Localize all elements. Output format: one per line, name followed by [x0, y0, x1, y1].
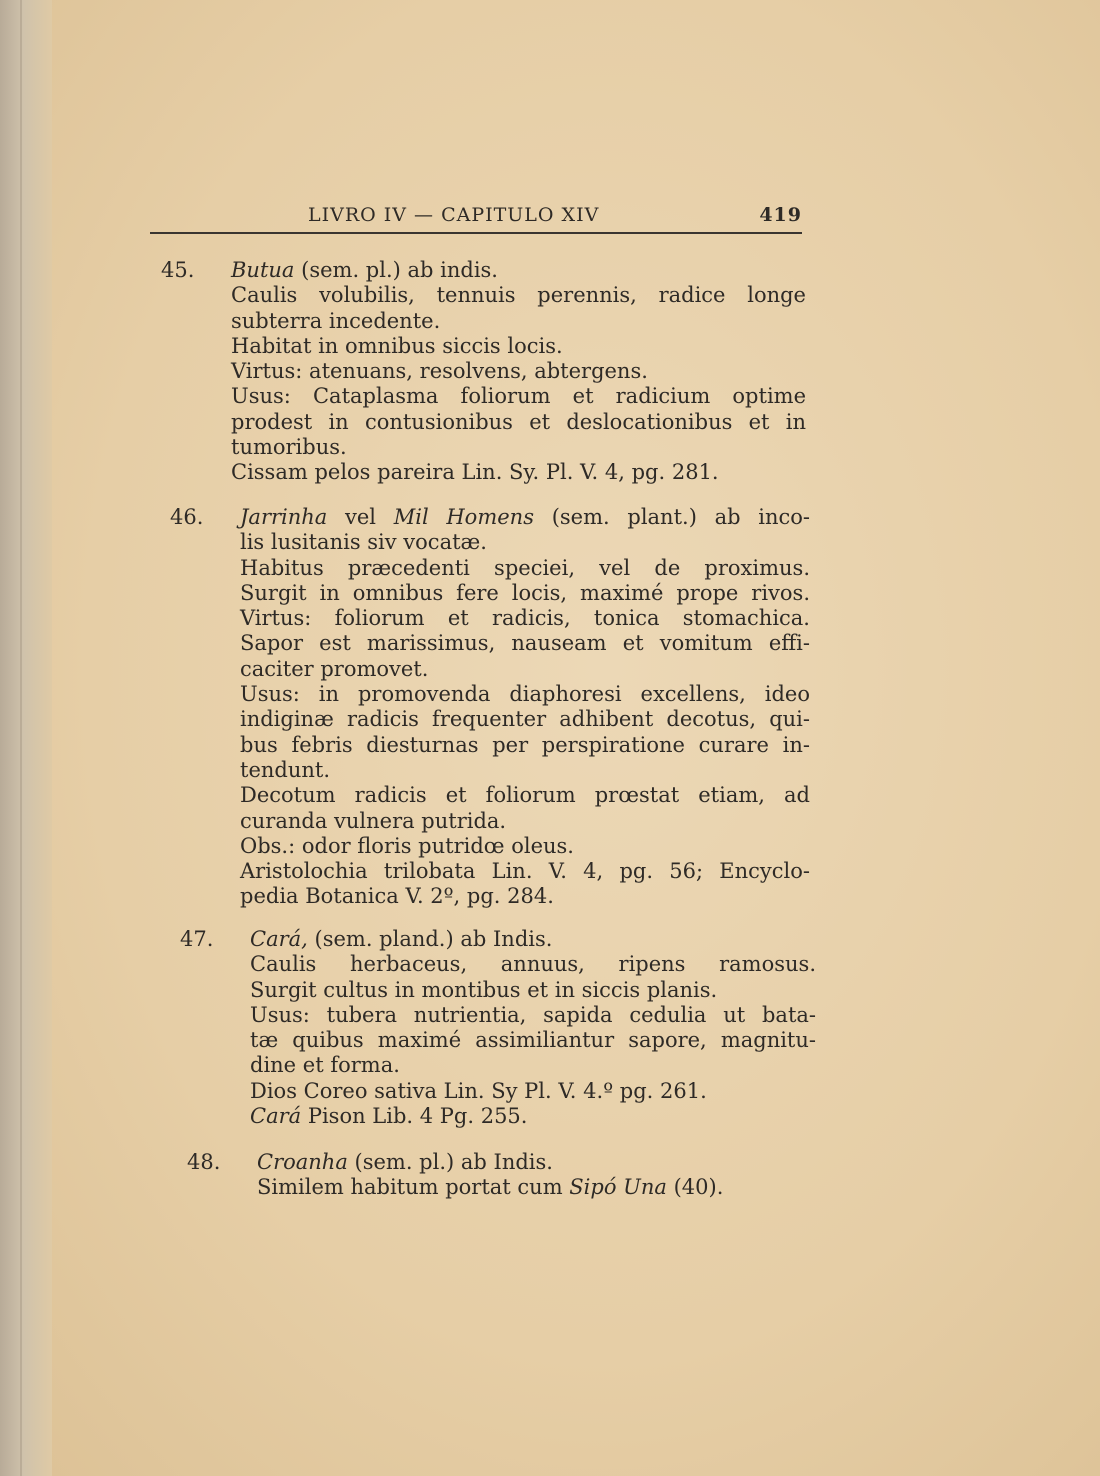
entry-line: Habitus præcedenti speciei, vel de proximus. [240, 555, 810, 580]
entry-title: Croanha (sem. pl.) ab Indis. [257, 1150, 553, 1174]
plant-name: Jarrinha [240, 505, 328, 529]
plant-name: Butua [231, 258, 295, 282]
entry-number: 48. [187, 1150, 221, 1174]
entry-line: Aristolochia trilobata Lin. V. 4, pg. 56; Encyclo- [240, 859, 810, 884]
entry-line: pedia Botanica V. 2º, pg. 284. [240, 884, 554, 909]
plant-name-alt: Mil Homens [393, 505, 534, 529]
plant-name: Sipó Una [569, 1175, 667, 1200]
entry-line: Caulis volubilis, tennuis perennis, radice longe [231, 283, 806, 308]
entry-line: Caulis herbaceus, annuus, ripens ramosus. [250, 952, 816, 977]
entry-line: subterra incedente. [231, 308, 441, 333]
entry-title: Butua (sem. pl.) ab indis. [231, 258, 498, 282]
entry-number: 46. [170, 505, 204, 529]
entry-line: Sapor est marissimus, nauseam et vomitum effi- [240, 631, 810, 656]
entry-number: 45. [161, 258, 195, 282]
entry-line: Usus: Cataplasma foliorum et radicium optime [231, 384, 806, 409]
binding-edge [0, 0, 52, 1476]
entry-line: tumoribus. [231, 435, 347, 460]
entry-46 [170, 505, 811, 910]
entry-line: indiginæ radicis frequenter adhibent decotus, qui- [240, 707, 810, 732]
entry-48 [187, 1150, 817, 1201]
entry-title: Jarrinha vel Mil Homens (sem. plant.) ab inco- [240, 505, 811, 529]
entry-line: Habitat in omnibus siccis locis. [231, 333, 563, 358]
entry-line: Dios Coreo sativa Lin. Sy Pl. V. 4.º pg. 261. [250, 1078, 707, 1103]
entry-line-citation: Cará Pison Lib. 4 Pg. 255. [250, 1104, 528, 1129]
entry-45 [161, 258, 806, 486]
entry-line: Surgit cultus in montibus et in siccis planis. [250, 977, 718, 1002]
entry-line: Surgit in omnibus fere locis, maximé prope rivos. [240, 580, 810, 605]
entry-title: Cará, (sem. pland.) ab Indis. [250, 927, 553, 951]
entry-line: lis lusitanis siv vocatæ. [240, 530, 487, 555]
entry-line: Virtus: foliorum et radicis, tonica stomachica. [240, 606, 810, 631]
entry-line: tæ quibus maximé assimiliantur sapore, magnitu- [250, 1028, 816, 1053]
entry-line: curanda vulnera putrida. [240, 808, 507, 833]
entry-line: Obs.: odor floris putridœ oleus. [240, 833, 574, 858]
entry-line: prodest in contusionibus et deslocationibus et in [231, 409, 806, 434]
entry-number: 47. [180, 927, 214, 951]
page-number: 419 [759, 204, 802, 226]
entry-line: caciter promovet. [240, 656, 429, 681]
entry-line: Usus: tubera nutrientia, sapida cedulia ut bata- [250, 1002, 816, 1027]
binding-fold [20, 0, 22, 1476]
entry-line: tendunt. [240, 757, 330, 782]
entry-line: Similem habitum portat cum Sipó Una (40). [257, 1175, 724, 1200]
entry-line: Virtus: atenuans, resolvens, abtergens. [231, 359, 648, 384]
plant-name: Croanha [257, 1150, 348, 1174]
entry-line: dine et forma. [250, 1053, 400, 1078]
entry-line: Cissam pelos pareira Lin. Sy. Pl. V. 4, pg. 281. [231, 460, 719, 485]
entry-line: Decotum radicis et foliorum prœstat etiam, ad [240, 783, 810, 808]
running-title: LIVRO IV — CAPITULO XIV [308, 204, 600, 226]
running-header [150, 200, 802, 234]
entry-line: Usus: in promovenda diaphoresi excellens, ideo [240, 682, 810, 707]
plant-name: Cará, [250, 927, 308, 951]
plant-name: Cará [250, 1104, 302, 1129]
entry-line: bus febris diesturnas per perspiratione curare in- [240, 732, 810, 757]
entry-47 [180, 927, 816, 1129]
